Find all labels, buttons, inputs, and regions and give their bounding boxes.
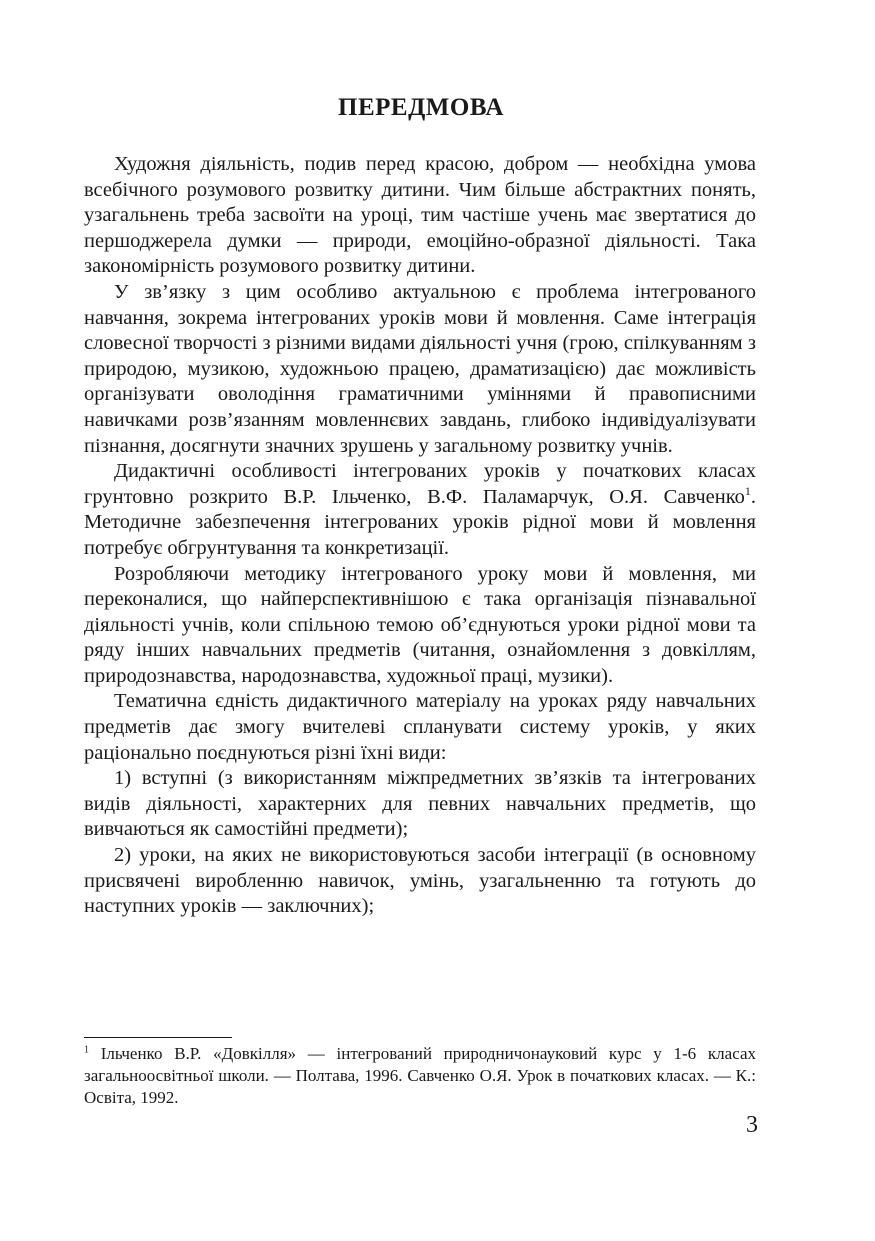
main-text	[84, 152, 756, 920]
footnote-reference[interactable]: 1	[744, 483, 751, 498]
footnote-text: Ільченко В.Р. «Довкілля» — інтегрований природничонауковий курс у 1-6 класах загальноосвітньої школи. — Полтава, 1996. Савченко О.Я. Урок в початкових класах. — К.: Освіта, 1992.	[84, 1044, 756, 1107]
paragraph-text: Дидактичні особливості інтегрованих уроків у початкових класах грунтовно розкрито В.Р. Ільченко, В.Ф. Паламарчук, О.Я. Савченко	[84, 460, 756, 508]
paragraph-text: . Методичне забезпечення інтегрованих уроків рідної мови й мовлення потребує обгрунтування та конкретизації.	[84, 485, 756, 559]
paragraph: Тематична єдність дидактичного матеріалу на уроках ряду навчальних предметів дає змогу вчителеві спланувати систему уроків, у яких раціонально поєднуються різні їхні види:	[84, 690, 756, 764]
paragraph: Художня діяльність, подив перед красою, добром — необхідна умова всебічного розумового розвитку дитини. Чим більше абстрактних понять, узагальнень треба засвоїти на уроці, тим частіше учень має звертатися до першоджерела думки — природи, емоційно-образної діяльності. Така закономірність розумового розвитку дитини.	[84, 153, 756, 278]
page-number: 3	[746, 1112, 758, 1138]
page-title: ПЕРЕДМОВА	[338, 94, 504, 121]
paragraph: У зв’язку з цим особливо актуальною є проблема інтегрованого навчання, зокрема інтегрованих уроків мови й мовлення. Саме інтеграція словесної творчості з різними видами діяльності учня (грою, спілкуванням з природою, музикою, художньою працею, драматизацією) дає можливість організувати оволодіння граматичними уміннями й правописними навичками розв’язанням мовленнєвих завдань, глибоко індивідуалізувати пізнання, досягнути значних зрушень у загальному розвитку учнів.	[84, 280, 756, 457]
footnote-divider	[84, 1037, 232, 1038]
footnote-mark: 1	[84, 1044, 89, 1056]
footnote	[84, 1043, 756, 1109]
paragraph: Розробляючи методику інтегрованого уроку мови й мовлення, ми переконалися, що найперспективнішою є така організація пізнавальної діяльності учнів, коли спільною темою об’єднуються уроки рідної мови та ряду інших навчальних предметів (читання, ознайомлення з довкіллям, природознавства, народознавства, художньої праці, музики).	[84, 562, 756, 687]
list-item: 1) вступні (з використанням міжпредметних зв’язків та інтегрованих видів діяльності, характерних для певних навчальних предметів, що вивчаються як самостійні предмети);	[84, 767, 756, 841]
paragraph-with-footnote	[84, 459, 756, 561]
list-item: 2) уроки, на яких не використовуються засоби інтеграції (в основному присвячені виробленню навичок, умінь, узагальненню та готують до наступних уроків — заключних);	[84, 844, 756, 918]
